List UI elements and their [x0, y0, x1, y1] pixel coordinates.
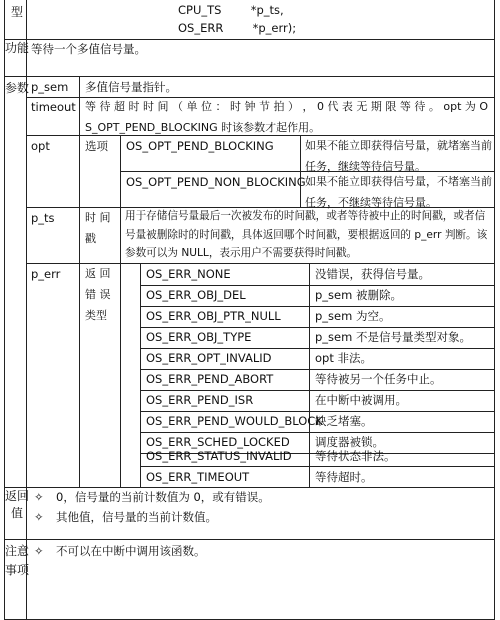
error-desc: 缺乏堵塞。	[315, 414, 373, 428]
error-desc: opt 非法。	[315, 351, 372, 365]
opt-option-desc: 如果不能立即获得信号量，不堵塞当前任务，不继续等待信号量。	[305, 175, 492, 209]
error-desc: p_sem 被删除。	[315, 288, 402, 302]
param-desc-p-ts: 用于存储信号量最后一次被发布的时间戳，或者等待被中止的时间戳，或者信号量被删除时的时间戳，具体返回哪个时间戳，要根据返回的 p_err 判断。该参数可以为 NULL，表示用户不需要获得时间戳。	[125, 210, 488, 259]
error-code: OS_ERR_NONE	[146, 267, 231, 281]
param-name-timeout: timeout	[31, 100, 76, 114]
param-name-p-ts: p_ts	[31, 211, 55, 225]
opt-option-name: OS_OPT_PEND_NON_BLOCKING	[126, 175, 306, 189]
prototype-label: 型	[10, 5, 23, 19]
return-item: 其他值，信号量的当前计数值。	[56, 510, 217, 524]
param-sub-p-ts: 时 间 戳	[85, 211, 111, 245]
error-desc: p_sem 为空。	[315, 309, 391, 323]
note-item: 不可以在中断中调用该函数。	[56, 544, 206, 558]
prototype-line-2: OS_ERR *p_err);	[178, 21, 297, 35]
bullet-icon: ✧	[34, 510, 44, 524]
error-code: OS_ERR_SCHED_LOCKED	[146, 435, 290, 449]
param-name-opt: opt	[31, 139, 50, 153]
error-code: OS_ERR_TIMEOUT	[146, 470, 250, 484]
param-desc-p-sem: 多值信号量指针。	[85, 80, 177, 94]
opt-option-desc: 如果不能立即获得信号量，就堵塞当前任务，继续等待信号量。	[305, 139, 492, 173]
error-code: OS_ERR_PEND_WOULD_BLOCK	[146, 414, 323, 428]
error-code: OS_ERR_OPT_INVALID	[146, 351, 272, 365]
opt-option-name: OS_OPT_PEND_BLOCKING	[126, 139, 274, 153]
bullet-icon: ✧	[34, 544, 44, 558]
notes-label: 注意事项	[4, 544, 29, 577]
return-item: 0，信号量的当前计数值为 0，或有错误。	[56, 490, 270, 504]
returns-label: 返回值	[4, 489, 29, 520]
params-label: 参数	[4, 81, 29, 95]
error-desc: p_sem 不是信号量类型对象。	[315, 330, 471, 344]
error-desc: 等待状态非法。	[315, 449, 396, 463]
error-code: OS_ERR_STATUS_INVALID	[146, 449, 292, 463]
error-code: OS_ERR_OBJ_DEL	[146, 288, 246, 302]
function-desc: 等待一个多值信号量。	[31, 42, 146, 56]
param-desc-timeout: 等 待 超 时 时 间 （ 单 位 ： 时 钟 节 拍 ） ， 0 代 表 无 期 限 等 待 。 opt 为 OS_OPT_PEND_BLOCKING 时该参数才起作用。	[85, 100, 489, 134]
param-name-p-sem: p_sem	[31, 80, 69, 94]
prototype-line-1: CPU_TS *p_ts,	[178, 3, 284, 17]
error-desc: 在中断中被调用。	[315, 393, 407, 407]
param-name-p-err: p_err	[31, 267, 61, 281]
param-sub-p-err: 返 回 错 误类型	[85, 267, 111, 322]
error-code: OS_ERR_OBJ_PTR_NULL	[146, 309, 281, 323]
param-sub-opt: 选项	[85, 139, 108, 153]
error-code: OS_ERR_PEND_ABORT	[146, 372, 274, 386]
error-desc: 等待被另一个任务中止。	[315, 372, 442, 386]
function-label: 功能	[4, 41, 29, 55]
error-code: OS_ERR_OBJ_TYPE	[146, 330, 252, 344]
bullet-icon: ✧	[34, 490, 44, 504]
error-desc: 调度器被锁。	[315, 435, 384, 449]
error-code: OS_ERR_PEND_ISR	[146, 393, 254, 407]
error-desc: 没错误，获得信号量。	[315, 267, 430, 281]
error-desc: 等待超时。	[315, 470, 373, 484]
